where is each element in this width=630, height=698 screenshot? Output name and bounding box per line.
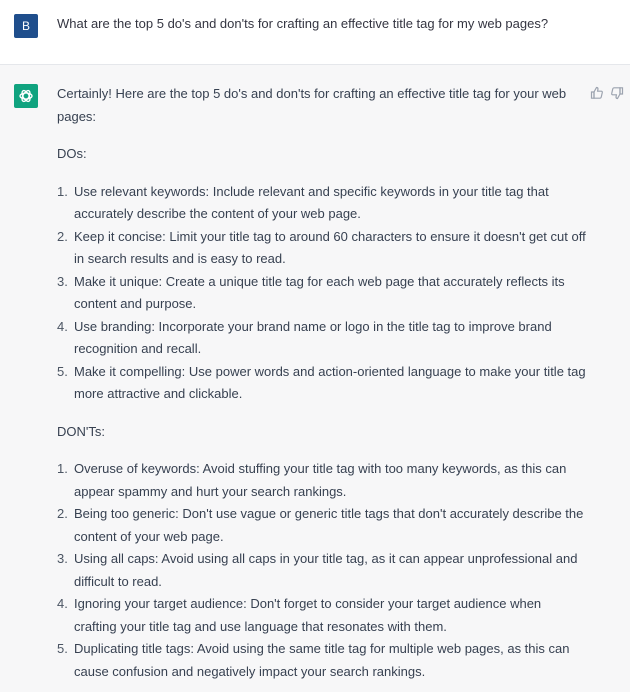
list-item: 2. Being too generic: Don't use vague or generic title tags that don't accurately describe the content of your web page. [57, 506, 584, 544]
list-item: 4. Use branding: Incorporate your brand name or logo in the title tag to improve brand recognition and recall. [57, 318, 552, 356]
list-item: 5. Make it compelling: Use power words and action-oriented language to make your title tag more attractive and clickable. [57, 363, 586, 401]
assistant-message-content [57, 83, 587, 698]
list-item: 2. Keep it concise: Limit your title tag to around 60 characters to ensure it doesn't get cut off in search results and is easy to read. [57, 228, 586, 266]
feedback-buttons [590, 86, 624, 100]
assistant-message-row [0, 65, 630, 692]
dos-heading: DOs: [57, 146, 87, 161]
list-item: 3. Using all caps: Avoid using all caps in your title tag, as it can appear unprofessional and difficult to read. [57, 551, 578, 589]
user-message-row [0, 0, 630, 65]
list-item: 1. Use relevant keywords: Include relevant and specific keywords in your title tag that accurately describe the content of your web page. [57, 183, 549, 221]
intro-text: Certainly! Here are the top 5 do's and don'ts for crafting an effective title tag for your web pages: [57, 86, 567, 124]
list-item: 1. Overuse of keywords: Avoid stuffing your title tag with too many keywords, as this can appear spammy and hurt your search rankings. [57, 461, 567, 499]
openai-logo-icon [14, 84, 38, 108]
user-avatar: B [14, 14, 38, 38]
list-item: 4. Ignoring your target audience: Don't forget to consider your target audience when crafting your title tag and use language that resonates with them. [57, 596, 542, 634]
thumbs-down-icon[interactable] [610, 86, 624, 100]
dos-list [57, 181, 587, 406]
thumbs-up-icon[interactable] [590, 86, 604, 100]
list-item: 5. Duplicating title tags: Avoid using the same title tag for multiple web pages, as this can cause confusion and negatively impact your search rankings. [57, 641, 570, 679]
user-message-text: What are the top 5 do's and don'ts for crafting an effective title tag for my web pages? [57, 16, 549, 31]
donts-list [57, 458, 587, 683]
list-item: 3. Make it unique: Create a unique title tag for each web page that accurately reflects its content and purpose. [57, 273, 565, 311]
donts-heading: DON'Ts: [57, 423, 105, 439]
